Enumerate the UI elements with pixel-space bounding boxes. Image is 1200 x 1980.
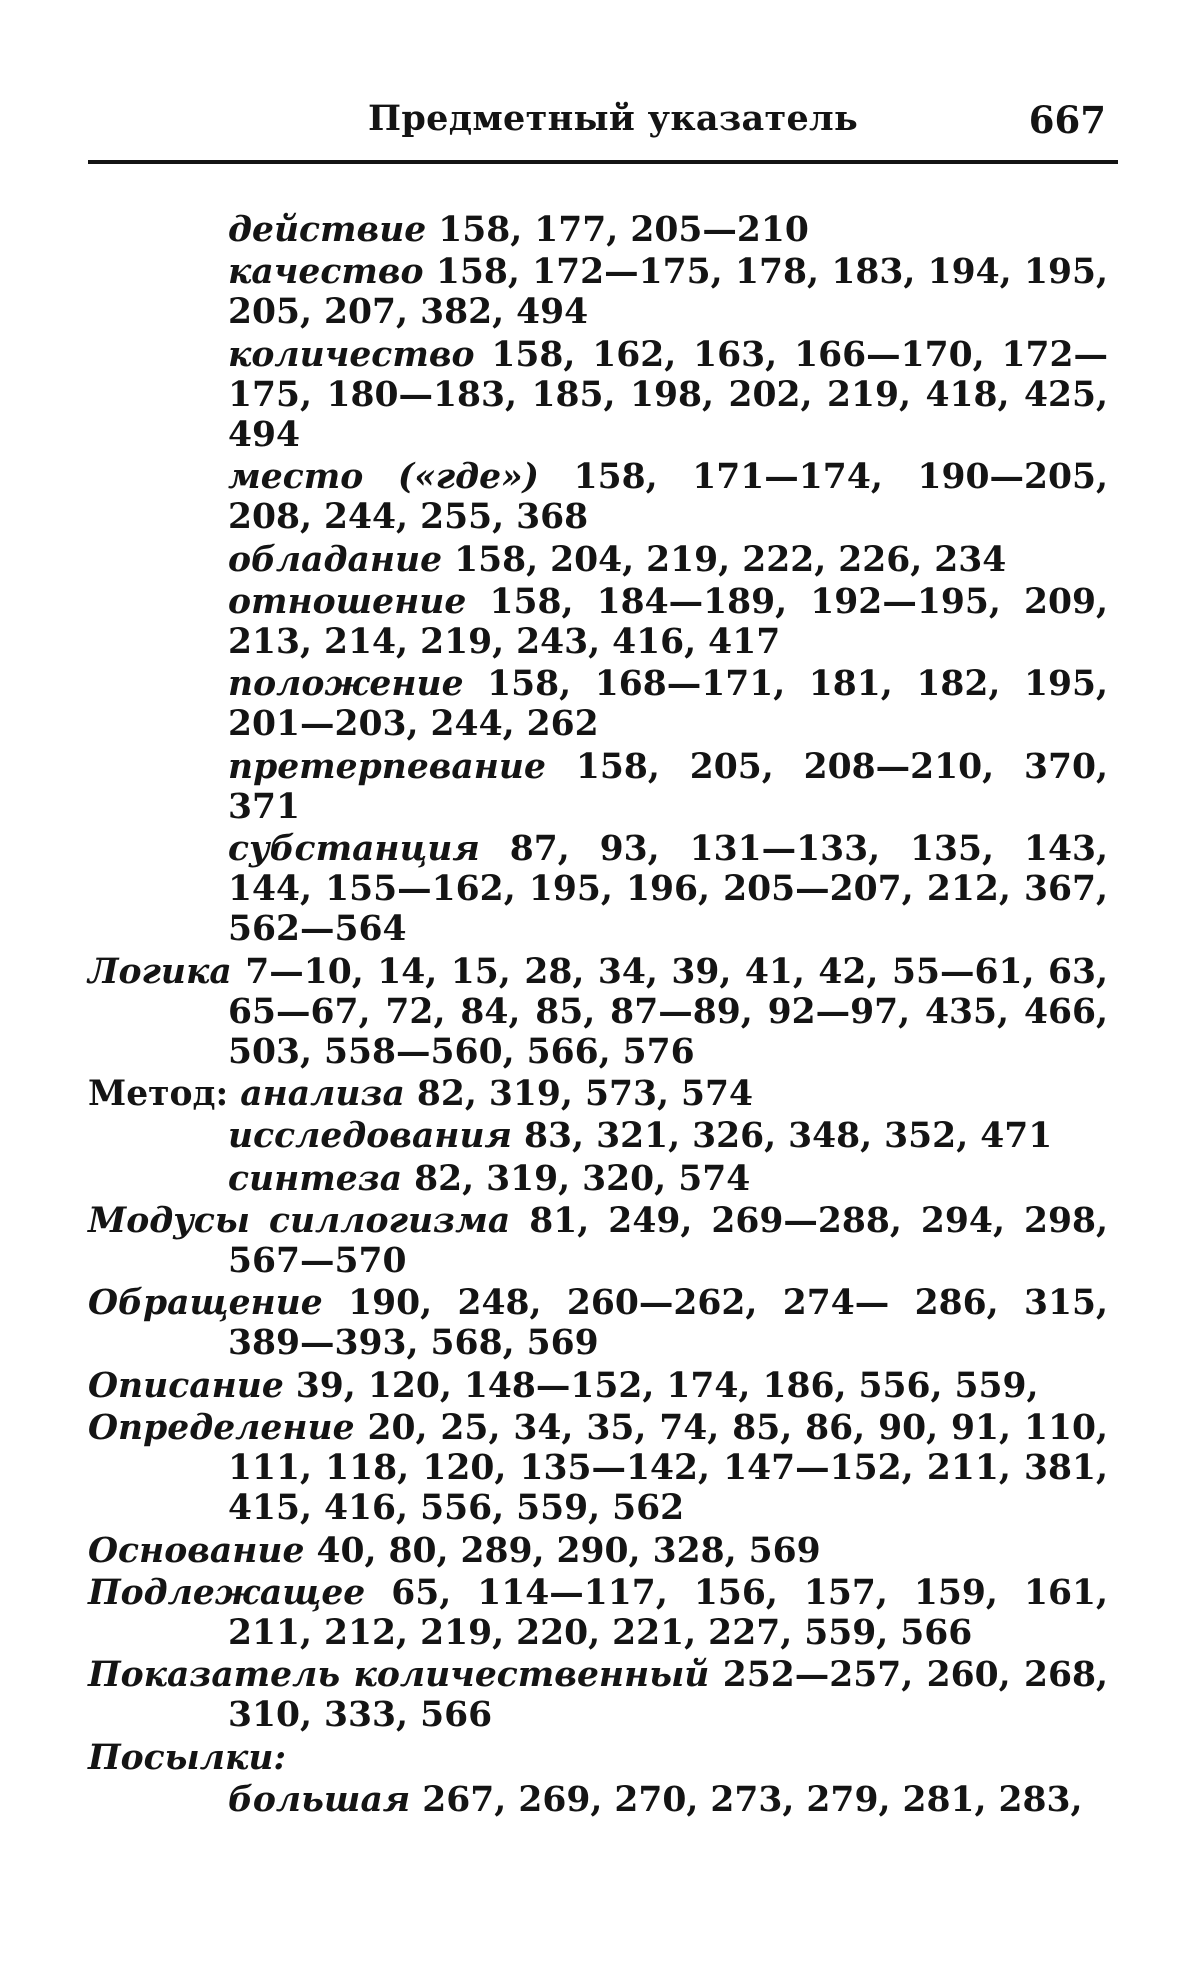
index-term: место («где») [228, 457, 540, 498]
index-term: исследования [228, 1116, 513, 1157]
index-entry [88, 1283, 1108, 1363]
index-term: Модусы силлогизма [88, 1200, 511, 1241]
index-term: обладание [228, 539, 443, 580]
index-entry [88, 335, 1108, 456]
page-refs: 87, 93, 131—133, 135, 143, 144, 155—162, 195, 196, 205—207, 212, 367, 562—564 [228, 829, 1108, 950]
running-title: Предметный указатель [368, 98, 859, 139]
index-term: Определение [88, 1407, 355, 1448]
index-entry [88, 829, 1108, 950]
index-entry [88, 457, 1108, 537]
index-entry [88, 1531, 1108, 1571]
page-refs: 158, 172—175, 178, 183, 194, 195, 205, 207, 382, 494 [228, 252, 1108, 333]
index-entry [88, 747, 1108, 827]
page-refs: 7—10, 14, 15, 28, 34, 39, 41, 42, 55—61, 63, 65—67, 72, 84, 85, 87—89, 92—97, 435, 466, 503, 558—560, 566, 576 [228, 951, 1109, 1073]
index-entry [88, 252, 1108, 332]
index-term: Посылки: [88, 1737, 287, 1778]
index-term: Обращение [88, 1283, 323, 1324]
page-refs: 252—257, 260, 268, 310, 333, 566 [228, 1655, 1109, 1736]
index-entry [88, 952, 1108, 1073]
index-term: Подлежащее [88, 1572, 366, 1613]
page-refs: 158, 205, 208—210, 370, 371 [228, 746, 1109, 827]
index-entry [88, 582, 1108, 662]
page-refs: 40, 80, 289, 290, 328, 569 [316, 1530, 821, 1571]
page-refs: 190, 248, 260—262, 274— 286, 315, 389—393, 568, 569 [228, 1283, 1109, 1364]
index-term: Описание [88, 1365, 284, 1406]
page-refs: 158, 184—189, 192—195, 209, 213, 214, 219, 243, 416, 417 [228, 581, 1109, 663]
index-term: Основание [88, 1530, 305, 1571]
page-refs: 20, 25, 34, 35, 74, 85, 86, 90, 91, 110, 111, 118, 120, 135—142, 147—152, 211, 381, 415, 416, 556, 559, 562 [228, 1407, 1108, 1529]
page-refs: 158, 162, 163, 166—170, 172—175, 180—183, 185, 198, 202, 219, 418, 425, 494 [228, 334, 1108, 456]
index-entry [88, 1780, 1108, 1820]
page-refs: 65, 114—117, 156, 157, 159, 161, 211, 212, 219, 220, 221, 227, 559, 566 [228, 1572, 1108, 1653]
index-term: отношение [228, 581, 467, 622]
index-term: Показатель количественный [88, 1655, 710, 1696]
page-number: 667 [1028, 98, 1106, 142]
index-prefix: Метод: [88, 1074, 229, 1115]
index-entry [88, 664, 1108, 744]
index-entry [88, 1573, 1108, 1653]
index-term: действие [228, 210, 427, 250]
index-term: большая [228, 1779, 411, 1820]
page-refs: 82, 319, 320, 574 [414, 1158, 751, 1199]
index-term: субстанция [228, 829, 480, 870]
page-refs: 158, 204, 219, 222, 226, 234 [454, 539, 1007, 580]
page-refs: 39, 120, 148—152, 174, 186, 556, 559, [295, 1365, 1039, 1406]
index-entry [88, 1408, 1108, 1529]
index-entries [88, 210, 1108, 1822]
index-term: качество [228, 252, 424, 293]
index-entry [88, 210, 1108, 250]
index-entry [88, 1655, 1108, 1735]
index-entry [88, 1366, 1108, 1406]
page-refs: 158, 168—171, 181, 182, 195, 201—203, 244, 262 [228, 664, 1108, 745]
index-term: положение [228, 664, 464, 705]
index-term: Логика [88, 951, 232, 992]
page-refs: 267, 269, 270, 273, 279, 281, 283, [422, 1779, 1083, 1820]
index-term: претерпевание [228, 746, 546, 787]
page-refs: 81, 249, 269—288, 294, 298, 567—570 [228, 1200, 1109, 1282]
index-term: синтеза [228, 1158, 403, 1199]
header-rule [88, 160, 1118, 164]
page-refs: 158, 171—174, 190—205, 208, 244, 255, 368 [228, 457, 1108, 538]
page-refs: 83, 321, 326, 348, 352, 471 [524, 1116, 1053, 1157]
running-header [88, 92, 1118, 152]
index-entry [88, 540, 1108, 580]
index-entry [88, 1738, 1108, 1778]
page-refs: 158, 177, 205—210 [438, 210, 809, 250]
index-entry [88, 1201, 1108, 1281]
index-entry [88, 1116, 1108, 1156]
page-refs: 82, 319, 573, 574 [416, 1074, 753, 1115]
index-entry [88, 1159, 1108, 1199]
index-term: анализа [240, 1074, 405, 1115]
index-entry [88, 1074, 1108, 1114]
index-term: количество [228, 334, 475, 375]
